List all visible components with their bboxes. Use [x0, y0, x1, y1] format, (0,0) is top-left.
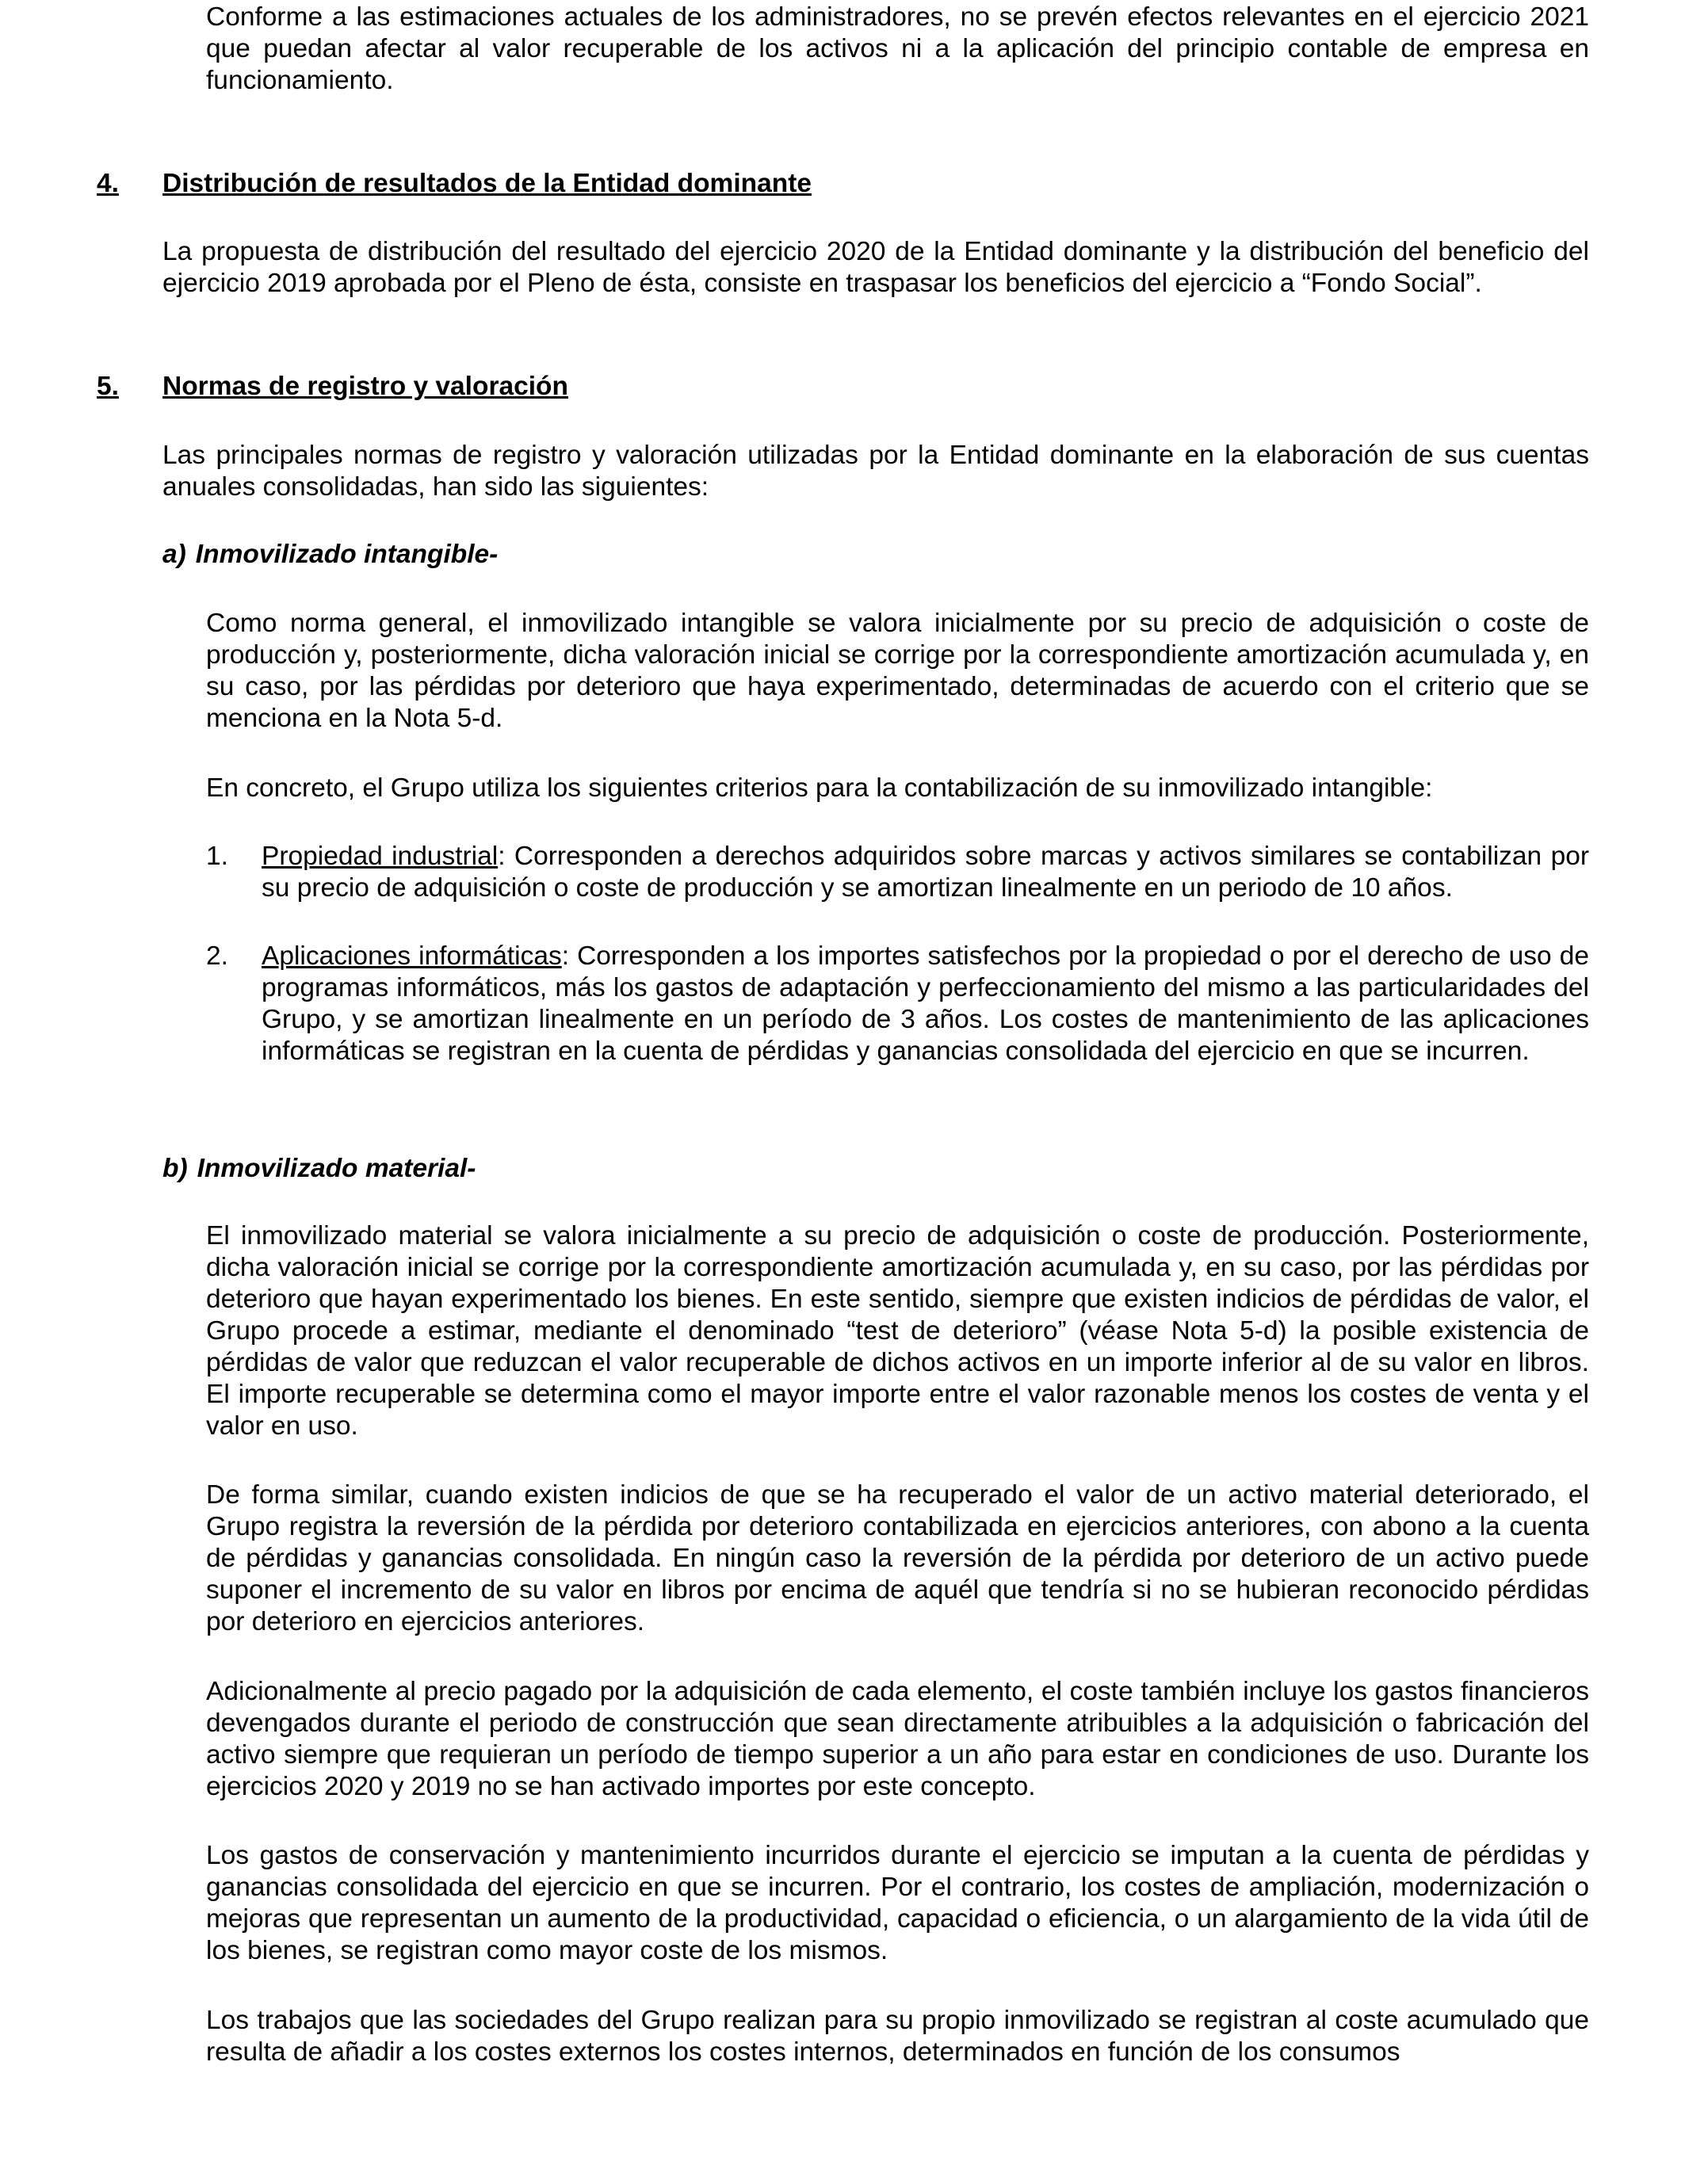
subsection-b-title: Inmovilizado material- [197, 1154, 476, 1183]
subsection-a-title: Inmovilizado intangible- [195, 540, 499, 569]
list-item-1-description: : Corresponden a derechos adquiridos sobre marcas y activos similares se contabilizan por su precio de adquisición o coste de producción y se amortizan linealmente en un periodo de 10 años. [262, 842, 1589, 903]
list-item-2-term: Aplicaciones informáticas [262, 941, 562, 971]
subsection-a-paragraph-1: Como norma general, el inmovilizado intangible se valora inicialmente por su precio de adquisición o coste de producción y, posteriormente, dicha valoración inicial se corrige por la correspondiente amortización acumulada y, en su caso, por las pérdidas por deterioro que haya experimentado, determinadas de acuerdo con el criterio que se menciona en la Nota 5-d. [206, 609, 1589, 733]
section-5-intro: Las principales normas de registro y valoración utilizadas por la Entidad dominante en la elaboración de sus cuentas anuales consolidadas, han sido las siguientes: [162, 441, 1589, 502]
intro-paragraph: Conforme a las estimaciones actuales de los administradores, no se prevén efectos relevantes en el ejercicio 2021 que puedan afectar al valor recuperable de los activos ni a la aplicación del principio contable de empresa en funcionamiento. [206, 2, 1589, 95]
list-item-2-description: : Corresponden a los importes satisfechos por la propiedad o por el derecho de uso de programas informáticos, más los gastos de adaptación y perfeccionamiento del mismo a las particularidades del Grupo, y se amortizan linealmente en un período de 3 años. Los costes de mantenimiento de las aplicaciones informáticas se registran en la cuenta de pérdidas y ganancias consolidada del ejercicio en que se incurren. [262, 941, 1589, 1066]
subsection-a-paragraph-2: En concreto, el Grupo utiliza los siguientes criterios para la contabilización de su inmovilizado intangible: [206, 773, 1433, 803]
subsection-a-heading [162, 539, 498, 571]
section-4-number: 4. [97, 169, 119, 198]
section-5-heading [97, 371, 568, 403]
section-4-heading [97, 168, 812, 200]
list-item-2-number: 2. [206, 941, 228, 971]
section-4-paragraph: La propuesta de distribución del resultado del ejercicio 2020 de la Entidad dominante y la distribución del beneficio del ejercicio 2019 aprobada por el Pleno de ésta, consiste en traspasar los beneficios del ejercicio a “Fondo Social”. [162, 237, 1589, 298]
list-item-2-text [262, 941, 1589, 1067]
section-5-title: Normas de registro y valoración [162, 372, 568, 401]
list-item-1-text [262, 841, 1589, 904]
list-item-1-term: Propiedad industrial [262, 842, 499, 871]
subsection-b-paragraph-5: Los trabajos que las sociedades del Grupo realizan para su propio inmovilizado se registran al coste acumulado que resulta de añadir a los costes externos los costes internos, determinados en función de los consumos [206, 2006, 1589, 2067]
section-4-title: Distribución de resultados de la Entidad dominante [162, 169, 812, 198]
subsection-a-letter: a) [162, 540, 186, 569]
subsection-b-heading [162, 1153, 476, 1185]
subsection-b-paragraph-1: El inmovilizado material se valora inicialmente a su precio de adquisición o coste de producción. Posteriormente, dicha valoración inicial se corrige por la correspondiente amortización acumulada y, en su caso, por las pérdidas por deterioro que hayan experimentado los bienes. En este sentido, siempre que existen indicios de pérdidas de valor, el Grupo procede a estimar, mediante el denominado “test de deterioro” (véase Nota 5-d) la posible existencia de pérdidas de valor que reduzcan el valor recuperable de dichos activos en un importe inferior al de su valor en libros. El importe recuperable se determina como el mayor importe entre el valor razonable menos los costes de venta y el valor en uso. [206, 1221, 1589, 1441]
subsection-b-paragraph-4: Los gastos de conservación y mantenimiento incurridos durante el ejercicio se imputan a la cuenta de pérdidas y ganancias consolidada del ejercicio en que se incurren. Por el contrario, los costes de ampliación, modernización o mejoras que representan un aumento de la productividad, capacidad o eficiencia, o un alargamiento de la vida útil de los bienes, se registran como mayor coste de los mismos. [206, 1841, 1589, 1965]
subsection-b-paragraph-2: De forma similar, cuando existen indicios de que se ha recuperado el valor de un activo material deteriorado, el Grupo registra la reversión de la pérdida por deterioro contabilizada en ejercicios anteriores, con abono a la cuenta de pérdidas y ganancias consolidada. En ningún caso la reversión de la pérdida por deterioro de un activo puede suponer el incremento de su valor en libros por encima de aquél que tendría si no se hubieran reconocido pérdidas por deterioro en ejercicios anteriores. [206, 1480, 1589, 1636]
subsection-b-paragraph-3: Adicionalmente al precio pagado por la adquisición de cada elemento, el coste también incluye los gastos financieros devengados durante el periodo de construcción que sean directamente atribuibles a la adquisición o fabricación del activo siempre que requieran un período de tiempo superior a un año para estar en condiciones de uso. Durante los ejercicios 2020 y 2019 no se han activado importes por este concepto. [206, 1677, 1589, 1801]
list-item-1-number: 1. [206, 842, 228, 871]
subsection-b-letter: b) [162, 1154, 188, 1183]
section-5-number: 5. [97, 372, 119, 401]
